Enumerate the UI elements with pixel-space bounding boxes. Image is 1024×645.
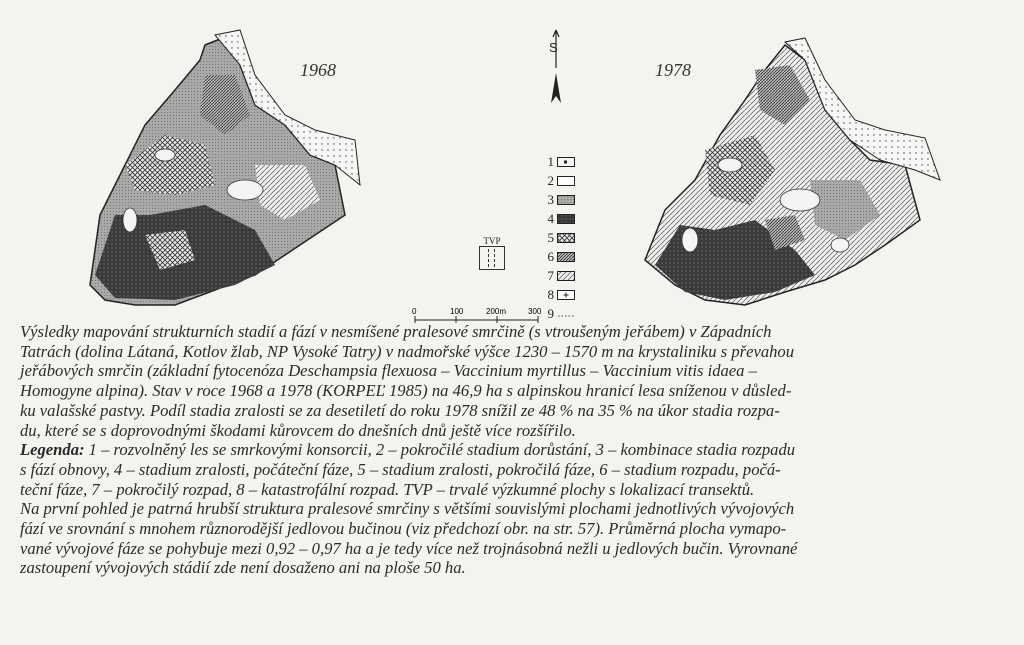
scale-tick: 300 — [528, 307, 542, 316]
caption-line: vané vývojové fáze se pohybuje mezi 0,92 – 0,97 ha a je tedy více než trojnásobná nežli u jedlových bučin. Vyrovnané — [20, 538, 798, 558]
tvp-label: TVP — [483, 236, 501, 246]
caption-line: zastoupení vývojových stádií zde není dosaženo ani na ploše 50 ha. — [20, 558, 466, 578]
tvp-symbol — [475, 236, 509, 270]
legend-item — [540, 152, 600, 171]
legend-number: 1 — [547, 153, 554, 169]
legend-number: 2 — [547, 172, 554, 188]
legend-swatch-icon — [557, 233, 575, 243]
legend-number: 4 — [547, 210, 554, 226]
map-legend — [540, 152, 600, 323]
caption-legend-line — [20, 460, 1005, 480]
caption-legend-text: s fází obnovy, 4 – stadium zralosti, počáteční fáze, 5 – stadium zralosti, pokročilá fáze, 6 – stadium rozpadu, počá- — [20, 459, 781, 479]
legend-number: 5 — [547, 229, 554, 245]
legend-item — [540, 190, 600, 209]
legend-item — [540, 247, 600, 266]
caption-line: Homogyne alpina). Stav v roce 1968 a 1978 (KORPEĽ 1985) na 46,9 ha s alpinskou hranicí lesa sníženou v důsled- — [20, 381, 792, 401]
legend-swatch-icon — [557, 290, 575, 300]
legend-number: 6 — [547, 248, 554, 264]
caption-line: ku valašské pastvy. Podíl stadia zralosti se za desetiletí do roku 1978 snížil ze 48 % na 35 % na úkor stadia rozpa- — [20, 400, 780, 420]
caption-legend-text: 1 – rozvolněný les se smrkovými konsorcii, 2 – pokročilé stadium dorůstání, 3 – kombinace stadia rozpadu — [84, 440, 796, 460]
legend-swatch-icon — [557, 157, 575, 167]
legend-item — [540, 285, 600, 304]
caption-line: du, které se s doprovodnými škodami kůrovcem do dnešních dnů ještě více rozšířilo. — [20, 420, 576, 440]
legend-number: 8 — [547, 286, 554, 302]
legend-swatch-icon — [557, 252, 575, 262]
map-year-1968: 1968 — [300, 60, 336, 80]
caption-legend-line — [20, 480, 1005, 500]
legend-number: 9 — [547, 305, 554, 321]
scale-tick: 200m — [486, 307, 507, 316]
legend-number: 7 — [547, 267, 554, 283]
caption-line: jeřábových smrčin (základní fytocenóza Deschampsia flexuosa – Vaccinium myrtillus – Vaccinium vitis idaea – — [20, 361, 757, 381]
legend-swatch-icon — [557, 176, 575, 186]
legend-swatch-icon — [557, 309, 575, 319]
north-label: S — [549, 40, 558, 55]
legend-item — [540, 171, 600, 190]
caption-line: Tatrách (dolina Látaná, Kotlov žlab, NP Vysoké Tatry) v nadmořské výšce 1230 – 1570 m na krystaliniku s převahou — [20, 341, 795, 361]
caption-legend-line — [20, 440, 1005, 460]
legend-swatch-icon — [557, 271, 575, 281]
caption-legend-text: teční fáze, 7 – pokročilý rozpad, 8 – katastrofální rozpad. TVP – trvalé výzkumné plochy s lokalizací transektů. — [20, 479, 755, 499]
caption-line: Výsledky mapování strukturních stadií a fází v nesmíšené pralesové smrčině (s vtroušeným jeřábem) v Západních — [20, 322, 772, 341]
scale-tick: 0 — [412, 307, 417, 316]
figure-caption — [20, 322, 1005, 578]
legend-swatch-icon — [557, 195, 575, 205]
tvp-box-icon — [479, 246, 505, 270]
scale-tick: 100 — [450, 307, 464, 316]
caption-line: Na první pohled je patrná hrubší struktura pralesové smrčiny s většími souvislými plochami jednotlivých vývojových — [20, 499, 795, 519]
legend-item — [540, 266, 600, 285]
north-arrow — [545, 28, 567, 108]
legend-number: 3 — [547, 191, 554, 207]
legend-title: Legenda: — [20, 440, 85, 460]
caption-line: fází ve srovnání s mnohem různorodější jedlovou bučinou (viz předchozí obr. na str. 57). Průměrná plocha vymapo- — [20, 519, 787, 539]
legend-item — [540, 228, 600, 247]
map-year-1978: 1978 — [655, 60, 691, 80]
legend-swatch-icon — [557, 214, 575, 224]
legend-item — [540, 209, 600, 228]
